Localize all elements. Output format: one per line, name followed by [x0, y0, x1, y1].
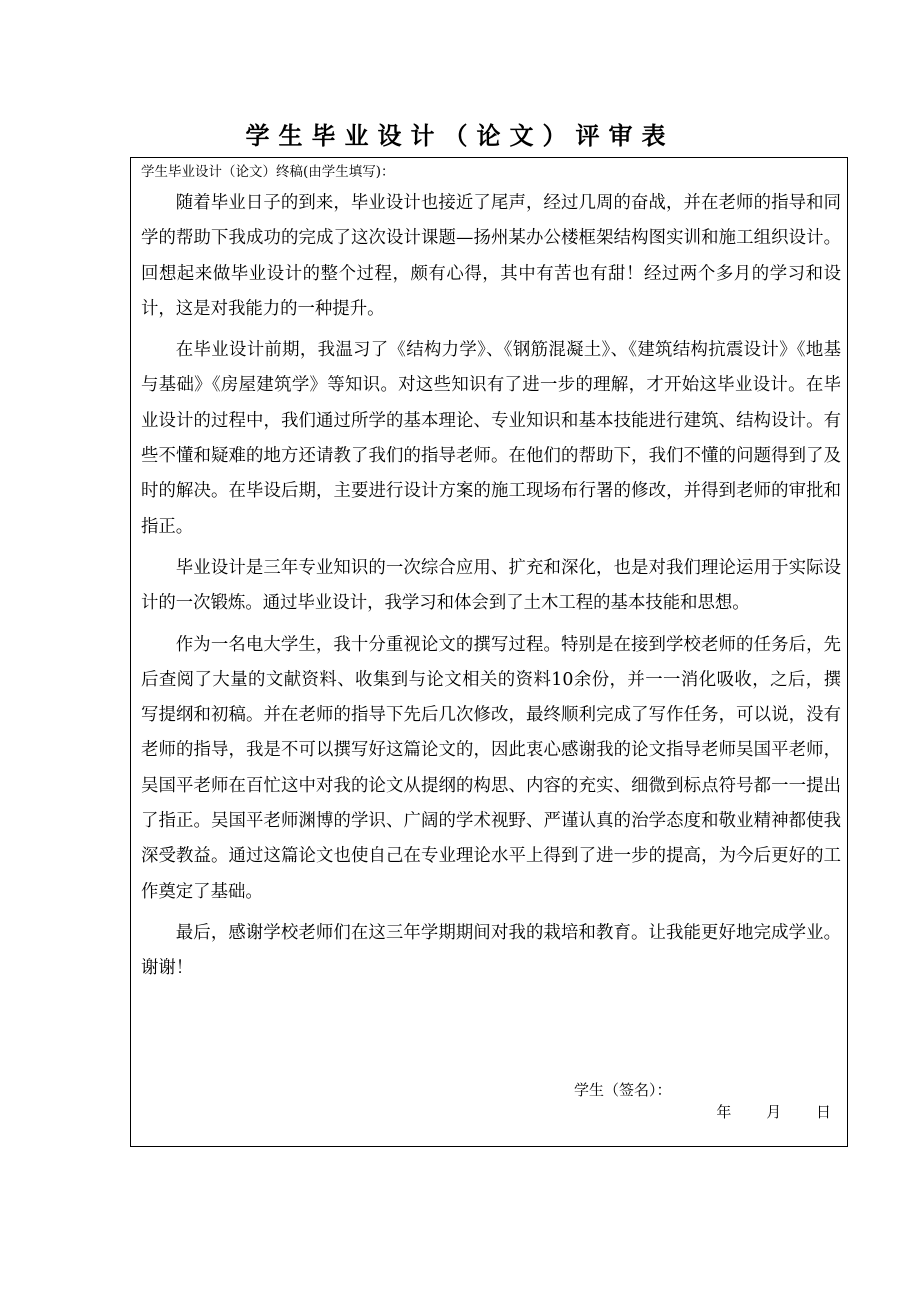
paragraph-5: 最后，感谢学校老师们在这三年学期期间对我的栽培和教育。让我能更好地完成学业。谢谢！ — [141, 922, 841, 979]
review-form-box — [130, 157, 848, 1147]
date-day: 日 — [815, 1103, 831, 1121]
student-signature-label: 学生（签名）： — [574, 1081, 672, 1099]
form-field-label: 学生毕业设计（论文）终稿(由学生填写)： — [141, 164, 395, 180]
paragraph-2: 在毕业设计前期，我温习了《结构力学》、《钢筋混凝土》、《建筑结构抗震设计》《地基与基础》《房屋建筑学》等知识。对这些知识有了进一步的理解，才开始这毕业设计。在毕业设计的过程中，我们通过所学的基本理论、专业知识和基本技能进行建筑、结构设计。有些不懂和疑难的地方还请教了我们的指导老师。在他们的帮助下，我们不懂的问题得到了及时的解决。在毕设后期，主要进行设计方案的施工现场布行署的修改，并得到老师的审批和指正。 — [141, 340, 841, 537]
date-month: 月 — [766, 1103, 782, 1121]
paragraph-3: 毕业设计是三年专业知识的一次综合应用、扩充和深化，也是对我们理论运用于实际设计的一次锻炼。通过毕业设计，我学习和体会到了土木工程的基本技能和思想。 — [141, 557, 841, 614]
date-line — [716, 1100, 831, 1124]
final-draft-text — [141, 186, 841, 993]
date-year: 年 — [716, 1103, 732, 1121]
page-title: 学生毕业设计（论文）评审表 — [245, 122, 675, 150]
paragraph-1: 随着毕业日子的到来，毕业设计也接近了尾声，经过几周的奋战，并在老师的指导和同学的帮助下我成功的完成了这次设计课题—扬州某办公楼框架结构图实训和施工组织设计。回想起来做毕业设计的整个过程，颇有心得，其中有苦也有甜！经过两个多月的学习和设计，这是对我能力的一种提升。 — [141, 193, 841, 319]
paragraph-4: 作为一名电大学生，我十分重视论文的撰写过程。特别是在接到学校老师的任务后，先后查阅了大量的文献资料、收集到与论文相关的资料10余份，并一一消化吸收，之后，撰写提纲和初稿。并在老师的指导下先后几次修改，最终顺利完成了写作任务，可以说，没有老师的指导，我是不可以撰写好这篇论文的，因此衷心感谢我的论文指导老师吴国平老师，吴国平老师在百忙这中对我的论文从提纲的构思、内容的充实、细微到标点符号都一一提出了指正。吴国平老师渊博的学识、广阔的学术视野、严谨认真的治学态度和敬业精神都使我深受教益。通过这篇论文也使自己在专业理论水平上得到了进一步的提高，为今后更好的工作奠定了基础。 — [141, 634, 841, 902]
